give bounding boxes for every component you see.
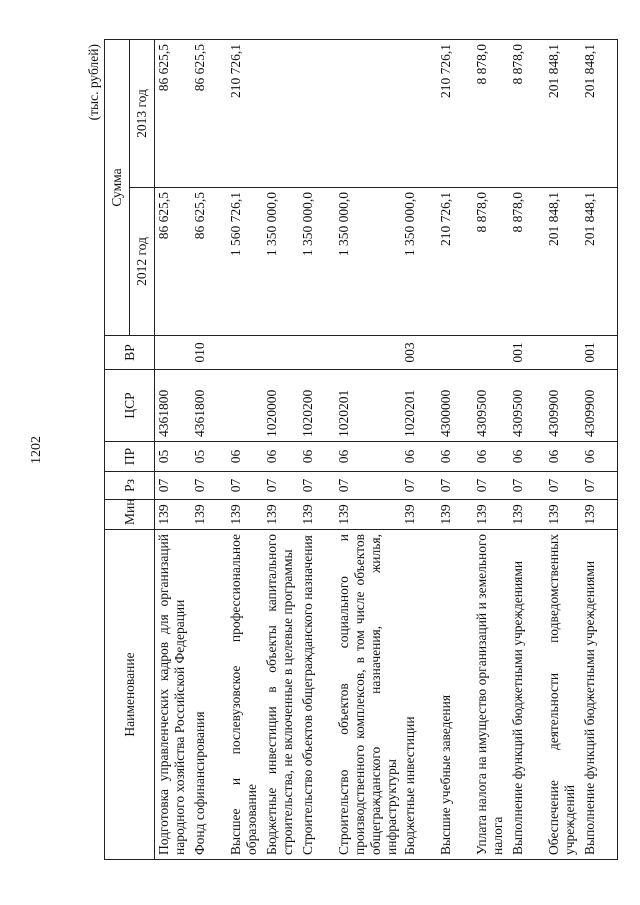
row-name: Высшие учебные заведения bbox=[437, 530, 473, 860]
row-name: Уплата налога на имущество организаций и земельного налога bbox=[473, 530, 509, 860]
row-csr bbox=[227, 370, 263, 442]
row-amount-2012: 1 350 000,0 bbox=[335, 188, 401, 336]
row-name: Подготовка управленческих кадров для организаций народного хозяйства Российской Федерации bbox=[155, 530, 192, 860]
row-vr: 003 bbox=[401, 336, 437, 370]
header-2013: 2013 год bbox=[130, 39, 155, 187]
row-pr: 06 bbox=[335, 442, 401, 472]
row-min: 139 bbox=[263, 500, 299, 530]
header-rz: Рз bbox=[105, 472, 155, 500]
row-min: 139 bbox=[545, 500, 581, 530]
row-amount-2012: 201 848,1 bbox=[581, 188, 618, 336]
row-vr bbox=[473, 336, 509, 370]
row-min: 139 bbox=[509, 500, 545, 530]
table-body bbox=[155, 39, 618, 859]
row-vr: 001 bbox=[581, 336, 618, 370]
row-min: 139 bbox=[155, 500, 192, 530]
row-amount-2012: 86 625,5 bbox=[155, 188, 192, 336]
header-pr: ПР bbox=[105, 442, 155, 472]
row-csr: 4361800 bbox=[155, 370, 192, 442]
header-name: Наименование bbox=[105, 530, 155, 860]
row-amount-2013: 201 848,1 bbox=[581, 39, 618, 187]
row-name: Обеспечение деятельности подведомственных учреждений bbox=[545, 530, 581, 860]
header-min: Мин bbox=[105, 500, 155, 530]
row-csr: 1020200 bbox=[299, 370, 335, 442]
row-csr: 1020201 bbox=[335, 370, 401, 442]
row-amount-2012: 1 350 000,0 bbox=[401, 188, 437, 336]
row-rz: 07 bbox=[191, 472, 227, 500]
header-vr: ВР bbox=[105, 336, 155, 370]
row-csr: 4361800 bbox=[191, 370, 227, 442]
row-amount-2013: 86 625,5 bbox=[191, 39, 227, 187]
table-header bbox=[105, 39, 155, 859]
row-vr bbox=[545, 336, 581, 370]
row-min: 139 bbox=[335, 500, 401, 530]
table-row bbox=[509, 39, 545, 859]
row-amount-2012: 86 625,5 bbox=[191, 188, 227, 336]
row-name: Строительство объектов социального и производственного комплексов, в том числе объектов общегражданского назначения, жилья, инфраструктуры bbox=[335, 530, 401, 860]
table-row bbox=[191, 39, 227, 859]
row-vr bbox=[437, 336, 473, 370]
row-pr: 06 bbox=[509, 442, 545, 472]
row-rz: 07 bbox=[401, 472, 437, 500]
row-rz: 07 bbox=[227, 472, 263, 500]
row-amount-2013 bbox=[299, 39, 335, 187]
row-pr: 05 bbox=[155, 442, 192, 472]
row-amount-2013: 210 726,1 bbox=[227, 39, 263, 187]
row-rz: 07 bbox=[263, 472, 299, 500]
table-row bbox=[545, 39, 581, 859]
row-csr: 4300000 bbox=[437, 370, 473, 442]
row-amount-2012: 8 878,0 bbox=[509, 188, 545, 336]
table-row bbox=[437, 39, 473, 859]
table-row bbox=[335, 39, 401, 859]
row-rz: 07 bbox=[545, 472, 581, 500]
row-pr: 06 bbox=[581, 442, 618, 472]
row-min: 139 bbox=[299, 500, 335, 530]
row-pr: 06 bbox=[263, 442, 299, 472]
row-vr bbox=[263, 336, 299, 370]
row-amount-2013: 201 848,1 bbox=[545, 39, 581, 187]
row-amount-2012: 1 350 000,0 bbox=[263, 188, 299, 336]
row-name: Бюджетные инвестиции bbox=[401, 530, 437, 860]
table-row bbox=[263, 39, 299, 859]
row-amount-2013 bbox=[401, 39, 437, 187]
row-min: 139 bbox=[227, 500, 263, 530]
units-note: (тыс. рублей) bbox=[86, 44, 101, 121]
row-amount-2012: 210 726,1 bbox=[437, 188, 473, 336]
table-row bbox=[473, 39, 509, 859]
header-sum: Сумма bbox=[105, 39, 130, 335]
row-pr: 06 bbox=[299, 442, 335, 472]
table-row bbox=[581, 39, 618, 859]
row-rz: 07 bbox=[509, 472, 545, 500]
row-rz: 07 bbox=[299, 472, 335, 500]
row-name: Выполнение функций бюджетными учреждениями bbox=[581, 530, 618, 860]
table-row bbox=[299, 39, 335, 859]
row-min: 139 bbox=[401, 500, 437, 530]
row-amount-2013 bbox=[263, 39, 299, 187]
row-amount-2012: 201 848,1 bbox=[545, 188, 581, 336]
row-csr: 4309900 bbox=[545, 370, 581, 442]
budget-table bbox=[104, 39, 618, 860]
row-name: Высшее и послевузовское профессиональное образование bbox=[227, 530, 263, 860]
row-min: 139 bbox=[581, 500, 618, 530]
row-name: Выполнение функций бюджетными учреждениями bbox=[509, 530, 545, 860]
row-rz: 07 bbox=[473, 472, 509, 500]
header-2012: 2012 год bbox=[130, 188, 155, 336]
row-amount-2013: 210 726,1 bbox=[437, 39, 473, 187]
row-csr: 4309500 bbox=[473, 370, 509, 442]
row-rz: 07 bbox=[335, 472, 401, 500]
row-min: 139 bbox=[191, 500, 227, 530]
row-csr: 1020000 bbox=[263, 370, 299, 442]
row-name: Строительство объектов общегражданского назначения bbox=[299, 530, 335, 860]
row-pr: 05 bbox=[191, 442, 227, 472]
row-rz: 07 bbox=[155, 472, 192, 500]
row-min: 139 bbox=[437, 500, 473, 530]
row-vr: 010 bbox=[191, 336, 227, 370]
row-min: 139 bbox=[473, 500, 509, 530]
row-vr bbox=[155, 336, 192, 370]
row-rz: 07 bbox=[437, 472, 473, 500]
row-amount-2013: 8 878,0 bbox=[473, 39, 509, 187]
rotated-page-content bbox=[86, 40, 626, 860]
table-row bbox=[155, 39, 192, 859]
row-csr: 1020201 bbox=[401, 370, 437, 442]
row-name: Фонд софинансирования bbox=[191, 530, 227, 860]
row-pr: 06 bbox=[437, 442, 473, 472]
table-row bbox=[401, 39, 437, 859]
row-pr: 06 bbox=[473, 442, 509, 472]
row-amount-2013 bbox=[335, 39, 401, 187]
header-csr: ЦСР bbox=[105, 370, 155, 442]
row-pr: 06 bbox=[401, 442, 437, 472]
page-number: 1202 bbox=[29, 436, 44, 464]
row-amount-2012: 1 350 000,0 bbox=[299, 188, 335, 336]
row-csr: 4309900 bbox=[581, 370, 618, 442]
row-amount-2013: 8 878,0 bbox=[509, 39, 545, 187]
row-amount-2013: 86 625,5 bbox=[155, 39, 192, 187]
row-csr: 4309500 bbox=[509, 370, 545, 442]
row-pr: 06 bbox=[545, 442, 581, 472]
row-vr bbox=[299, 336, 335, 370]
row-rz: 07 bbox=[581, 472, 618, 500]
row-name: Бюджетные инвестиции в объекты капитального строительства, не включенные в целевые программы bbox=[263, 530, 299, 860]
row-pr: 06 bbox=[227, 442, 263, 472]
table-row bbox=[227, 39, 263, 859]
row-amount-2012: 1 560 726,1 bbox=[227, 188, 263, 336]
row-vr bbox=[335, 336, 401, 370]
row-vr bbox=[227, 336, 263, 370]
row-amount-2012: 8 878,0 bbox=[473, 188, 509, 336]
row-vr: 001 bbox=[509, 336, 545, 370]
